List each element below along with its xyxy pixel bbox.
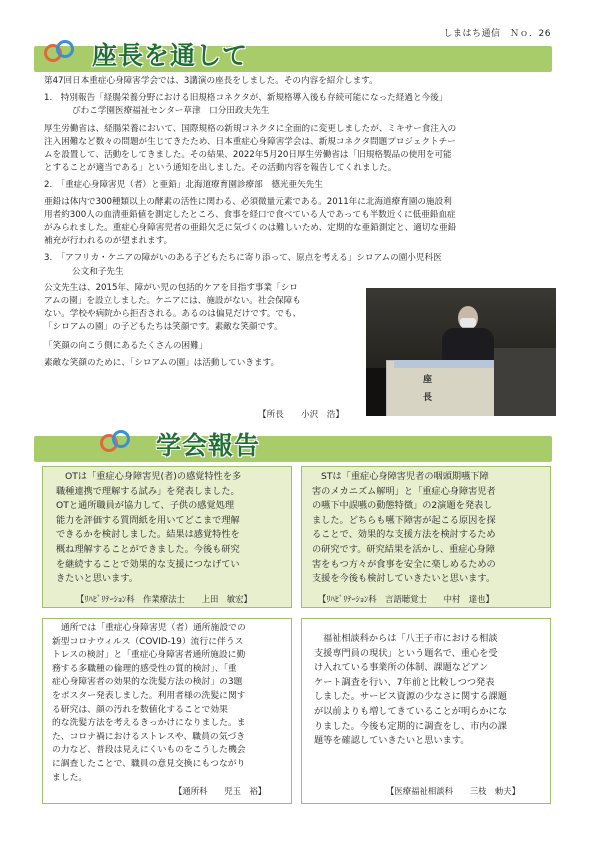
quote-text: 「笑顔の向こう側にあるたくさんの困難」 (44, 340, 208, 351)
signature: 【ﾘﾊﾋﾞﾘﾃｰｼｮﾝ科 作業療法士 上田 敏宏】 (76, 594, 252, 604)
chair-sign: 座 長 (421, 374, 431, 401)
item-body: 厚生労働省は、経腸栄養において、国際規格の新規コネクタに全面的に変更しましたが、ミキサー食注入の 注入困難など数々の問題が生じてきたため、日本重症心身障害学会は、新規コネクタ問題プロジェクトチー ムを設置して、活動をしてきました。その結果、2022年5月20日厚生労働省は「旧規格製品の使用を可能 とすることが適当である」という通知を出しました。その活動内容を報告してくれました。 (44, 123, 457, 174)
report-text-ot: OTは「重症心身障害児(者)の感覚特性を多 職種連携で理解する試み」を発表しました。 OTと通所職員が協力して、子供の感覚処理 能力を評価する質問紙を用いてどこまで理解 できるかを検討しました。結果は感覚特性を 概ね理解することができました。今後も研究 を継続することで効果的な支援につなげてい きたいと思います。 (56, 471, 242, 585)
item-speaker: びわこ学園医療福祉センター草津 口分田政夫先生 (72, 106, 270, 117)
report-text-st: STは「重症心身障害児者の咽頭期嚥下障 害のメカニズム解明」と「重症心身障害児者 の嚥下中誤嚥の動態特徴」の2演題を発表し ました。どちらも嚥下障害が起こる原因を探 ることで、効果的な支援方法を検討するため の研究です。研究結果を活かし、重症心身障 害をもつ方々が食事を安全に楽しめるための 支援を今後も検討していきたいと思います。 (312, 471, 496, 585)
signature: 【医療福祉相談科 三枝 勅夫】 (386, 786, 520, 796)
item-heading: 1. 特別報告「経腸栄養分野における旧規格コネクタが、新規格導入後も存続可能になった経過と今後」 (44, 93, 448, 104)
lecture-photo (366, 288, 556, 416)
signature: 【ﾘﾊﾋﾞﾘﾃｰｼｮﾝ科 言語聴覚士 中村 達也】 (318, 594, 494, 604)
signature: 【所長 小沢 浩】 (258, 410, 344, 420)
item-heading: 2. 「重症心身障害児（者）と亜鉛」北海道療育園診療部 德光亜矢先生 (44, 180, 323, 191)
intro-text: 第47回日本重症心身障害学会では、3講演の座長をしました。その内容を紹介します。 (44, 76, 378, 86)
item-body: 公文先生は、2015年、障がい児の包括的ケアを目指す事業「シロ アムの園」を設立しました。ケニアには、施設がない。社会保障も ない。学校や病院から拒否される。あるのは偏見だけです。でも、 「シロアムの園」の子どもたちは笑顔です。素敵な笑顔です。 (44, 282, 302, 333)
rings-icon (44, 40, 78, 66)
section-title: 学会報告 (156, 431, 261, 460)
report-text-day: 通所では「重症心身障害児（者）通所施設での 新型コロナウィルス（COVID-19）流行に伴うス トレスの検討」と「重症心身障害者通所施設に勤 務する多職種の倫理的感受性の質的検討」、「重 症心身障害者の効果的な洗髪方法の検討」の3題 をポスター発表しました。利用者様の洗髪に関す る研究は、顔の汚れを数値化することで効果 的な洗髪方法を考えるきっかけになりました。ま た、コロナ禍におけるストレスや、職員の気づき の力など、普段は見えにくいものをこうした機会 に調査したことで、職員の意見交換にもつながり ました。 (52, 623, 246, 783)
item-speaker: 公文和子先生 (72, 266, 124, 277)
newsletter-header: しまはち通信 Ｎｏ．26 (443, 29, 551, 39)
signature: 【通所科 児玉 裕】 (174, 786, 267, 796)
item-body: 亜鉛は体内で300種類以上の酵素の活性に関わる、必須微量元素である。2011年に北海道療育園の施設利 用者約300人の血清亜鉛値を測定したところ、食事を経口で食べている人であっても半数近くに低亜鉛血症 がみられました。重症心身障害児者の亜鉛欠乏に気づくのは難しいため、定期的な亜鉛測定と、適切な亜鉛 補充が行われるのが望まれます。 (44, 196, 457, 247)
closing-text: 素敵な笑顔のために、「シロアムの園」は活動していきます。 (44, 357, 280, 368)
item-heading: 3. 「アフリカ・ケニアの障がいのある子どもたちに寄り添って、原点を考える」シロアムの園小児科医 (44, 253, 442, 264)
report-text-welfare: 福祉相談科からは「八王子市における相談 支援専門員の現状」という題名で、重心を受 け入れている事業所の体制、課題などアン ケート調査を行い、7年前と比較しつつ発表 しました。サービス資源の少なさに関する課題 が以前よりも増してきていることが明らかにな りました。今後も定期的に調査をし、市内の課 題等を確認していきたいと思います。 (314, 633, 507, 747)
section-title: 座長を通して (92, 41, 249, 70)
rings-icon (100, 430, 134, 456)
